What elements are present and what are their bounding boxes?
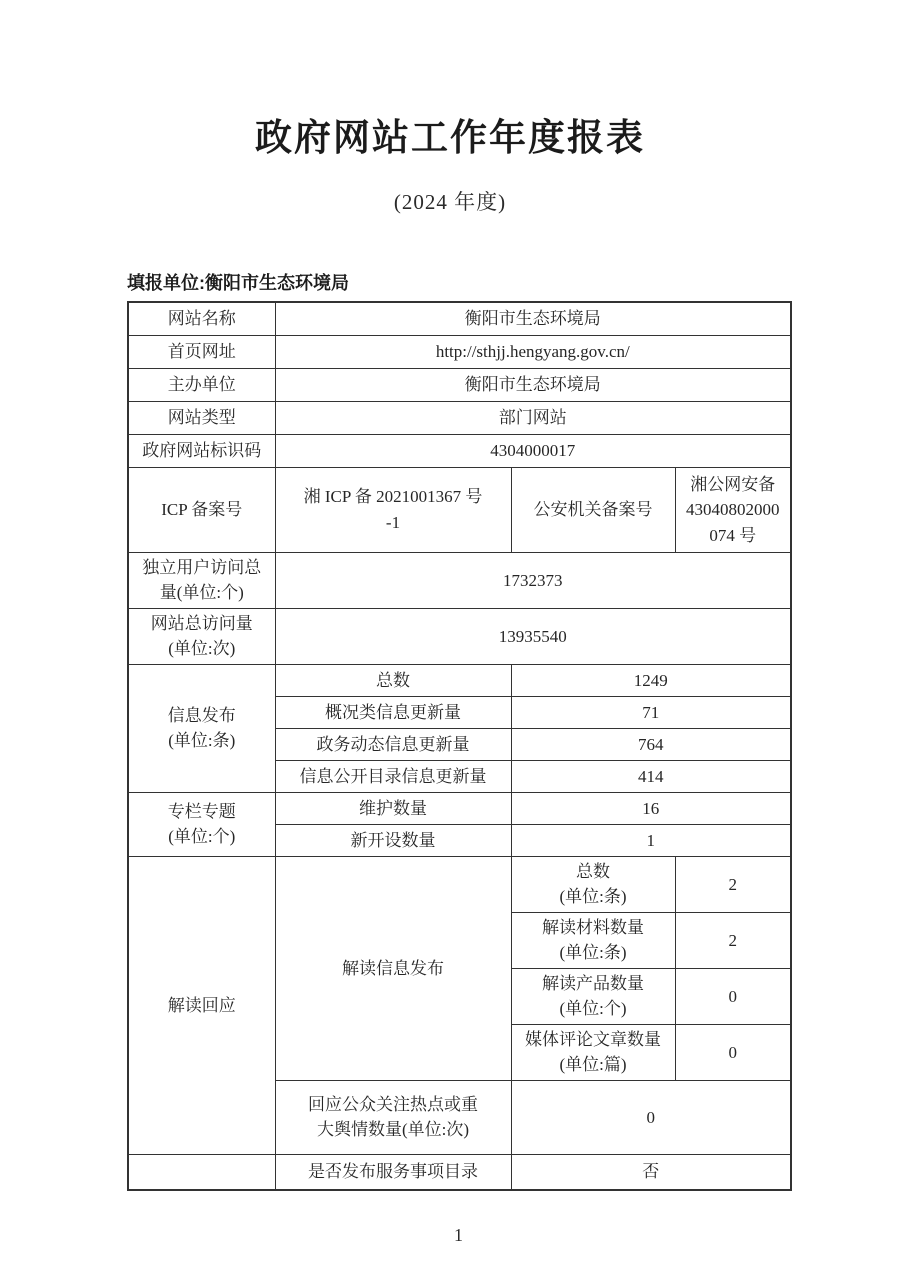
report-table bbox=[127, 301, 792, 1191]
info-dynamics-value: 764 bbox=[511, 728, 791, 760]
interp-materials-label bbox=[511, 912, 675, 968]
topics-maintained-label: 维护数量 bbox=[275, 792, 511, 824]
public-response-value: 0 bbox=[511, 1080, 791, 1154]
interp-materials-label-line1: 解读材料数量 bbox=[542, 917, 644, 937]
page-number: 1 bbox=[454, 1225, 463, 1246]
row-website-name bbox=[128, 302, 791, 335]
row-topics-maintained bbox=[128, 792, 791, 824]
security-filing-line3: 074 号 bbox=[709, 525, 757, 545]
row-icp bbox=[128, 467, 791, 552]
public-response-label bbox=[275, 1080, 511, 1154]
info-total-label: 总数 bbox=[275, 664, 511, 696]
icp-value-line1: 湘 ICP 备 2021001367 号 bbox=[303, 487, 483, 507]
row-info-total bbox=[128, 664, 791, 696]
total-visits-label-line1: 网站总访问量 bbox=[150, 613, 253, 633]
interp-media-value: 0 bbox=[675, 1024, 791, 1080]
interp-total-label-line2: (单位:条) bbox=[559, 887, 627, 907]
public-response-label-text: 回应公众关注热点或重大舆情数量(单位:次) bbox=[308, 1094, 478, 1140]
empty-cell bbox=[128, 1154, 275, 1190]
row-interp-total bbox=[128, 856, 791, 912]
info-directory-label: 信息公开目录信息更新量 bbox=[275, 760, 511, 792]
unique-visitors-value: 1732373 bbox=[275, 552, 791, 608]
interp-media-label-line2: (单位:篇) bbox=[559, 1055, 627, 1075]
interp-products-label-line2: (单位:个) bbox=[559, 999, 627, 1019]
total-visits-label bbox=[128, 608, 275, 664]
special-topics-group-label bbox=[128, 792, 275, 856]
interpretation-group-label: 解读回应 bbox=[128, 856, 275, 1154]
topics-maintained-value: 16 bbox=[511, 792, 791, 824]
row-organizer bbox=[128, 368, 791, 401]
page-title: 政府网站工作年度报表 bbox=[255, 117, 645, 158]
interp-media-label-line1: 媒体评论文章数量 bbox=[525, 1029, 661, 1049]
interp-publish-label: 解读信息发布 bbox=[275, 856, 511, 1080]
info-publish-group-label bbox=[128, 664, 275, 792]
info-total-value: 1249 bbox=[511, 664, 791, 696]
page-subtitle: (2024 年度) bbox=[393, 190, 507, 215]
site-id-label: 政府网站标识码 bbox=[128, 434, 275, 467]
website-name-label: 网站名称 bbox=[128, 302, 275, 335]
interp-materials-label-line2: (单位:条) bbox=[559, 943, 627, 963]
row-service-directory bbox=[128, 1154, 791, 1190]
special-topics-unit: (单位:个) bbox=[168, 827, 236, 847]
website-type-label: 网站类型 bbox=[128, 401, 275, 434]
info-overview-value: 71 bbox=[511, 696, 791, 728]
organizer-label: 主办单位 bbox=[128, 368, 275, 401]
interp-total-label-line1: 总数 bbox=[576, 861, 610, 881]
interp-materials-value: 2 bbox=[675, 912, 791, 968]
homepage-url-label: 首页网址 bbox=[128, 335, 275, 368]
info-directory-value: 414 bbox=[511, 760, 791, 792]
interp-media-label bbox=[511, 1024, 675, 1080]
security-filing-label: 公安机关备案号 bbox=[511, 467, 675, 552]
service-directory-label: 是否发布服务事项目录 bbox=[275, 1154, 511, 1190]
row-homepage-url bbox=[128, 335, 791, 368]
row-unique-visitors bbox=[128, 552, 791, 608]
topics-new-value: 1 bbox=[511, 824, 791, 856]
website-type-value: 部门网站 bbox=[275, 401, 791, 434]
interp-products-value: 0 bbox=[675, 968, 791, 1024]
security-filing-line1: 湘公网安备 bbox=[690, 474, 776, 494]
icp-label: ICP 备案号 bbox=[128, 467, 275, 552]
unique-visitors-label: 独立用户访问总量(单位:个) bbox=[128, 552, 275, 608]
info-publish-unit: (单位:条) bbox=[168, 731, 236, 751]
special-topics-label: 专栏专题 bbox=[167, 801, 236, 821]
row-site-id bbox=[128, 434, 791, 467]
service-directory-value: 否 bbox=[511, 1154, 791, 1190]
interp-products-label bbox=[511, 968, 675, 1024]
total-visits-label-line2: (单位:次) bbox=[168, 639, 236, 659]
website-name-value: 衡阳市生态环境局 bbox=[275, 302, 791, 335]
interp-total-label bbox=[511, 856, 675, 912]
icp-value-line2: -1 bbox=[385, 512, 401, 532]
info-overview-label: 概况类信息更新量 bbox=[275, 696, 511, 728]
row-total-visits bbox=[128, 608, 791, 664]
icp-value bbox=[275, 467, 511, 552]
topics-new-label: 新开设数量 bbox=[275, 824, 511, 856]
interp-total-value: 2 bbox=[675, 856, 791, 912]
security-filing-value bbox=[675, 467, 791, 552]
interp-products-label-line1: 解读产品数量 bbox=[542, 973, 644, 993]
homepage-url-value: http://sthjj.hengyang.gov.cn/ bbox=[275, 335, 791, 368]
info-dynamics-label: 政务动态信息更新量 bbox=[275, 728, 511, 760]
security-filing-line2: 43040802000 bbox=[686, 500, 780, 520]
info-publish-label: 信息发布 bbox=[167, 705, 236, 725]
total-visits-value: 13935540 bbox=[275, 608, 791, 664]
organizer-value: 衡阳市生态环境局 bbox=[275, 368, 791, 401]
site-id-value: 4304000017 bbox=[275, 434, 791, 467]
row-website-type bbox=[128, 401, 791, 434]
reporting-unit: 填报单位:衡阳市生态环境局 bbox=[127, 273, 349, 294]
